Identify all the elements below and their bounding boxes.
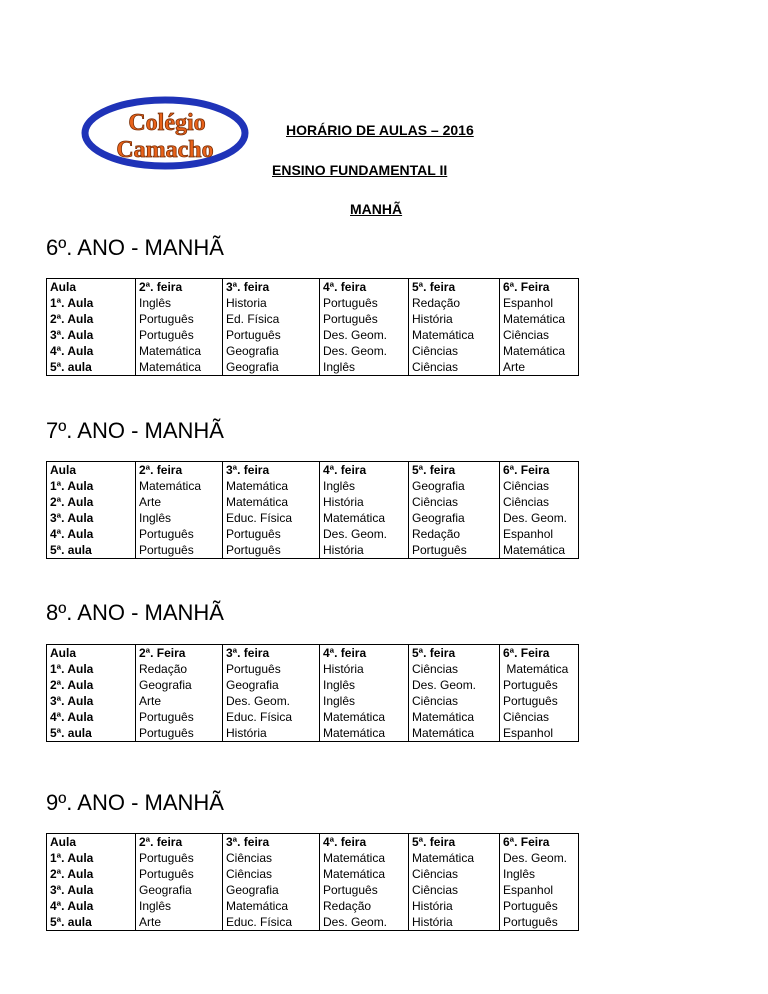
column-header: 2ª. feira: [136, 834, 223, 851]
table-cell: História: [409, 914, 500, 931]
table-cell: Português: [500, 914, 579, 931]
table-cell: Matemática: [500, 343, 579, 359]
column-header: 3ª. feira: [223, 462, 320, 479]
section-title-6: 6º. ANO - MANHÃ: [46, 235, 224, 260]
table-row: [47, 914, 579, 931]
table-cell: Espanhol: [500, 882, 579, 898]
column-header: 2ª. feira: [136, 279, 223, 296]
column-header: 5ª. feira: [409, 645, 500, 662]
table-cell: Des. Geom.: [500, 850, 579, 866]
shift-label: MANHÃ: [350, 201, 403, 217]
table-row: [47, 898, 579, 914]
table-cell: Português: [136, 866, 223, 882]
table-cell: Redação: [320, 898, 409, 914]
table-cell: Ciências: [500, 494, 579, 510]
table-cell: Português: [500, 898, 579, 914]
table-cell: Matemática: [500, 542, 579, 559]
table-cell: Geografia: [409, 478, 500, 494]
period-label: 4ª. Aula: [47, 709, 136, 725]
table-cell: Inglês: [320, 478, 409, 494]
table-header-row: [47, 645, 579, 662]
table-cell: Geografia: [136, 677, 223, 693]
table-cell: História: [409, 311, 500, 327]
table-cell: Educ. Física: [223, 914, 320, 931]
table-header-row: [47, 834, 579, 851]
table-cell: Des. Geom.: [320, 526, 409, 542]
table-cell: Des. Geom.: [500, 510, 579, 526]
period-label: 3ª. Aula: [47, 882, 136, 898]
period-label: 5ª. aula: [47, 542, 136, 559]
table-cell: Arte: [500, 359, 579, 376]
table-cell: História: [320, 661, 409, 677]
table-cell: Matemática: [500, 661, 579, 677]
table-header-row: [47, 462, 579, 479]
period-label: 2ª. Aula: [47, 311, 136, 327]
column-header: 4ª. feira: [320, 834, 409, 851]
column-header: 5ª. feira: [409, 834, 500, 851]
period-label: 3ª. Aula: [47, 327, 136, 343]
table-cell: Português: [136, 725, 223, 742]
table-cell: Matemática: [320, 510, 409, 526]
period-label: 4ª. Aula: [47, 898, 136, 914]
table-row: [47, 343, 579, 359]
page-subtitle: ENSINO FUNDAMENTAL II: [272, 162, 448, 178]
column-header: Aula: [47, 834, 136, 851]
table-cell: Redação: [409, 526, 500, 542]
table-cell: Des. Geom.: [320, 327, 409, 343]
table-cell: Arte: [136, 693, 223, 709]
table-row: [47, 311, 579, 327]
table-header-row: [47, 279, 579, 296]
column-header: Aula: [47, 279, 136, 296]
table-cell: Inglês: [320, 359, 409, 376]
logo-line2: Camacho: [116, 137, 214, 163]
table-cell: Ciências: [409, 882, 500, 898]
table-cell: Geografia: [409, 510, 500, 526]
table-cell: Geografia: [136, 882, 223, 898]
table-row: [47, 478, 579, 494]
period-label: 1ª. Aula: [47, 850, 136, 866]
table-cell: História: [320, 494, 409, 510]
section-title-9: 9º. ANO - MANHÃ: [46, 790, 224, 815]
table-cell: Inglês: [500, 866, 579, 882]
schedule-table-8: [46, 644, 579, 742]
table-cell: Ciências: [409, 343, 500, 359]
table-cell: Português: [320, 882, 409, 898]
table-cell: Português: [320, 311, 409, 327]
period-label: 2ª. Aula: [47, 677, 136, 693]
table-cell: Português: [500, 693, 579, 709]
table-cell: Matemática: [409, 709, 500, 725]
table-cell: Matemática: [409, 725, 500, 742]
column-header: 6ª. Feira: [500, 462, 579, 479]
period-label: 4ª. Aula: [47, 526, 136, 542]
table-cell: Arte: [136, 494, 223, 510]
schedule-table-6: [46, 278, 579, 376]
table-cell: Português: [320, 295, 409, 311]
column-header: 3ª. feira: [223, 645, 320, 662]
table-cell: Geografia: [223, 343, 320, 359]
table-cell: Matemática: [320, 866, 409, 882]
period-label: 2ª. Aula: [47, 494, 136, 510]
table-cell: Matemática: [320, 709, 409, 725]
table-cell: Espanhol: [500, 526, 579, 542]
column-header: 4ª. feira: [320, 279, 409, 296]
table-row: [47, 510, 579, 526]
table-cell: Espanhol: [500, 295, 579, 311]
schedule-table-7: [46, 461, 579, 559]
column-header: Aula: [47, 462, 136, 479]
period-label: 5ª. aula: [47, 725, 136, 742]
table-row: [47, 677, 579, 693]
table-cell: Português: [223, 661, 320, 677]
table-cell: Ciências: [409, 359, 500, 376]
table-cell: Espanhol: [500, 725, 579, 742]
table-row: [47, 709, 579, 725]
table-cell: Ciências: [223, 866, 320, 882]
table-cell: Matemática: [409, 850, 500, 866]
period-label: 4ª. Aula: [47, 343, 136, 359]
table-cell: Ciências: [500, 327, 579, 343]
period-label: 2ª. Aula: [47, 866, 136, 882]
table-row: [47, 725, 579, 742]
table-cell: Arte: [136, 914, 223, 931]
table-cell: História: [409, 898, 500, 914]
table-row: [47, 327, 579, 343]
page-title: HORÁRIO DE AULAS – 2016: [286, 122, 474, 138]
table-cell: Geografia: [223, 677, 320, 693]
column-header: 2ª. Feira: [136, 645, 223, 662]
table-row: [47, 866, 579, 882]
table-row: [47, 494, 579, 510]
period-label: 1ª. Aula: [47, 478, 136, 494]
period-label: 1ª. Aula: [47, 295, 136, 311]
column-header: 6ª. Feira: [500, 834, 579, 851]
school-logo: [80, 96, 250, 170]
table-row: [47, 526, 579, 542]
table-cell: Educ. Física: [223, 510, 320, 526]
table-cell: Matemática: [136, 343, 223, 359]
table-cell: Português: [136, 311, 223, 327]
table-cell: Português: [223, 327, 320, 343]
table-cell: Ciências: [409, 494, 500, 510]
table-cell: Des. Geom.: [223, 693, 320, 709]
column-header: 3ª. feira: [223, 834, 320, 851]
table-row: [47, 693, 579, 709]
table-cell: Ciências: [409, 693, 500, 709]
table-cell: História: [320, 542, 409, 559]
period-label: 5ª. aula: [47, 914, 136, 931]
table-row: [47, 359, 579, 376]
table-cell: Português: [223, 542, 320, 559]
period-label: 3ª. Aula: [47, 510, 136, 526]
table-cell: Inglês: [320, 677, 409, 693]
table-cell: Inglês: [136, 898, 223, 914]
table-cell: Matemática: [223, 478, 320, 494]
column-header: 6ª. Feira: [500, 645, 579, 662]
table-cell: Geografia: [223, 882, 320, 898]
column-header: 4ª. feira: [320, 645, 409, 662]
period-label: 5ª. aula: [47, 359, 136, 376]
table-cell: Inglês: [136, 295, 223, 311]
column-header: 5ª. feira: [409, 279, 500, 296]
table-cell: Matemática: [320, 850, 409, 866]
table-cell: Português: [500, 677, 579, 693]
table-cell: Matemática: [500, 311, 579, 327]
table-cell: Matemática: [136, 478, 223, 494]
table-cell: Matemática: [223, 494, 320, 510]
table-cell: Português: [136, 526, 223, 542]
table-cell: Educ. Física: [223, 709, 320, 725]
table-cell: Ciências: [409, 661, 500, 677]
table-cell: Historia: [223, 295, 320, 311]
table-cell: Redação: [136, 661, 223, 677]
table-row: [47, 850, 579, 866]
table-cell: Ciências: [409, 866, 500, 882]
table-cell: Português: [136, 850, 223, 866]
table-cell: Inglês: [136, 510, 223, 526]
section-title-7: 7º. ANO - MANHÃ: [46, 418, 224, 443]
schedule-table-9: [46, 833, 579, 931]
table-cell: Matemática: [136, 359, 223, 376]
table-cell: Ciências: [500, 709, 579, 725]
column-header: Aula: [47, 645, 136, 662]
table-cell: Ed. Física: [223, 311, 320, 327]
table-cell: Português: [223, 526, 320, 542]
table-row: [47, 882, 579, 898]
table-cell: Ciências: [500, 478, 579, 494]
table-cell: Des. Geom.: [409, 677, 500, 693]
section-title-8: 8º. ANO - MANHÃ: [46, 600, 224, 625]
table-cell: Matemática: [320, 725, 409, 742]
table-cell: Português: [409, 542, 500, 559]
column-header: 4ª. feira: [320, 462, 409, 479]
column-header: 3ª. feira: [223, 279, 320, 296]
table-cell: Matemática: [223, 898, 320, 914]
table-row: [47, 295, 579, 311]
table-row: [47, 542, 579, 559]
column-header: 6ª. Feira: [500, 279, 579, 296]
table-cell: Des. Geom.: [320, 343, 409, 359]
table-cell: Des. Geom.: [320, 914, 409, 931]
table-cell: Ciências: [223, 850, 320, 866]
table-cell: Matemática: [409, 327, 500, 343]
table-row: [47, 661, 579, 677]
table-cell: Inglês: [320, 693, 409, 709]
period-label: 1ª. Aula: [47, 661, 136, 677]
column-header: 2ª. feira: [136, 462, 223, 479]
table-cell: Português: [136, 709, 223, 725]
table-cell: Português: [136, 327, 223, 343]
table-cell: História: [223, 725, 320, 742]
logo-line1: Colégio: [128, 110, 206, 136]
table-cell: Geografia: [223, 359, 320, 376]
table-cell: Português: [136, 542, 223, 559]
period-label: 3ª. Aula: [47, 693, 136, 709]
column-header: 5ª. feira: [409, 462, 500, 479]
table-cell: Redação: [409, 295, 500, 311]
